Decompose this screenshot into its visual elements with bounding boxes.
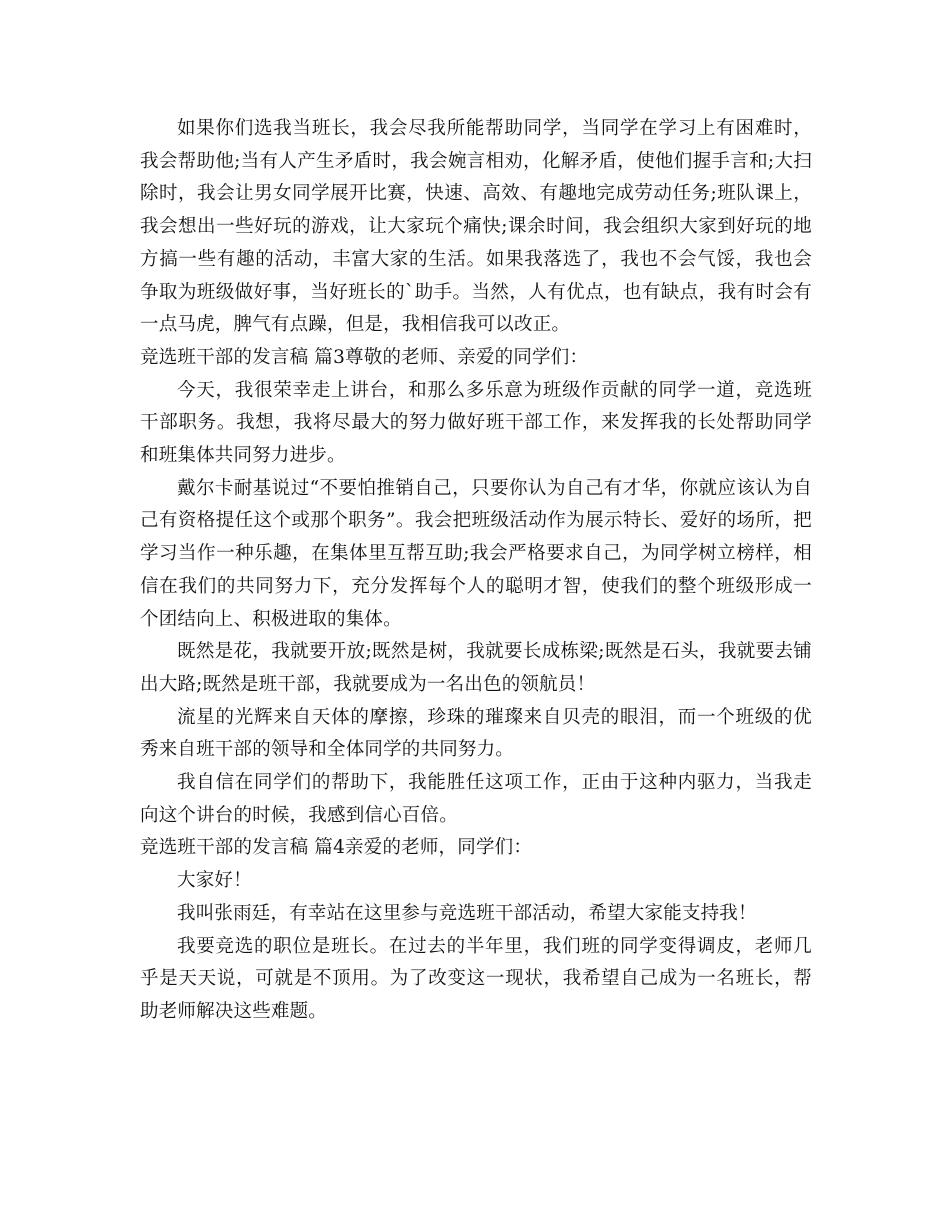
section-heading: 竞选班干部的发言稿 篇4亲爱的老师，同学们： [140, 837, 533, 859]
paragraph: 既然是花，我就要开放;既然是树，我就要长成栋梁;既然是石头，我就要去铺出大路;既然是班干部，我就要成为一名出色的领航员！ [140, 641, 812, 695]
paragraph: 我要竞选的职位是班长。在过去的半年里，我们班的同学变得调皮，老师几乎是天天说，可就是不顶用。为了改变这一现状，我希望自己成为一名班长，帮助老师解决这些难题。 [140, 935, 812, 1022]
paragraph: 戴尔卡耐基说过“不要怕推销自己，只要你认为自己有才华，你就应该认为自己有资格提任这个或那个职务”。我会把班级活动作为展示特长、爱好的场所，把学习当作一种乐趣，在集体里互帮互助;我会严格要求自己，为同学树立榜样，相信在我们的共同努力下，充分发挥每个人的聪明才智，使我们的整个班级形成一个团结向上、积极进取的集体。 [140, 477, 812, 630]
paragraph: 流星的光辉来自天体的摩擦，珍珠的璀璨来自贝壳的眼泪，而一个班级的优秀来自班干部的领导和全体同学的共同努力。 [140, 706, 812, 761]
section-heading: 竞选班干部的发言稿 篇3尊敬的老师、亲爱的同学们： [140, 346, 589, 368]
paragraph: 我叫张雨廷，有幸站在这里参与竞选班干部活动，希望大家能支持我！ [177, 902, 757, 924]
document-body [140, 113, 812, 1029]
paragraph: 今天，我很荣幸走上讲台，和那么多乐意为班级作贡献的同学一道，竞选班干部职务。我想，我将尽最大的努力做好班干部工作，来发挥我的长处帮助同学和班集体共同努力进步。 [140, 379, 812, 467]
paragraph: 大家好！ [177, 870, 252, 892]
paragraph: 我自信在同学们的帮助下，我能胜任这项工作，正由于这种内驱力，当我走向这个讲台的时候，我感到信心百倍。 [140, 772, 812, 826]
paragraph: 如果你们选我当班长，我会尽我所能帮助同学，当同学在学习上有困难时，我会帮助他;当有人产生矛盾时，我会婉言相劝，化解矛盾，使他们握手言和;大扫除时，我会让男女同学展开比赛，快速、高效、有趣地完成劳动任务;班队课上，我会想出一些好玩的游戏，让大家玩个痛快;课余时间，我会组织大家到好玩的地方搞一些有趣的活动，丰富大家的生活。如果我落选了，我也不会气馁，我也会争取为班级做好事，当好班长的`助手。当然，人有优点，也有缺点，我有时会有一点马虎，脾气有点躁，但是，我相信我可以改正。 [140, 118, 812, 336]
